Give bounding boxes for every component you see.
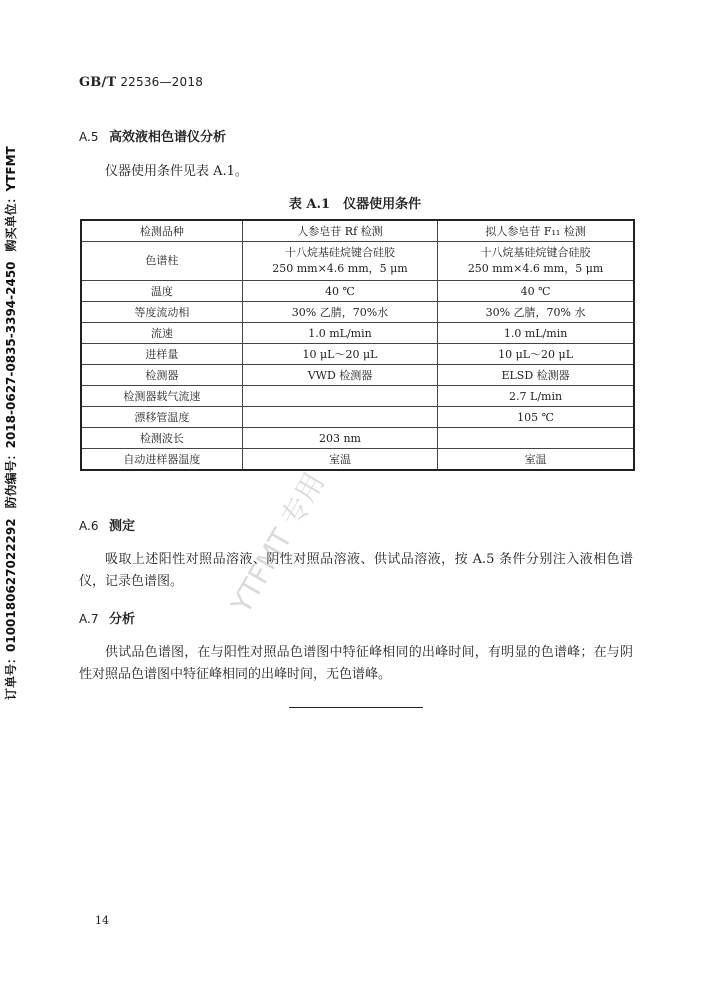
row-label: 检测波长 [81,428,242,449]
table-cell: ELSD 检测器 [438,365,634,386]
row-label: 等度流动相 [81,302,242,323]
row-label: 漂移管温度 [81,407,242,428]
table-row [81,242,634,281]
row-label: 流速 [81,323,242,344]
buyer-unit: 购买单位：YTFMT [4,146,18,252]
table-cell [242,407,437,428]
section-a5-text: 仪器使用条件见表 A.1。 [105,164,248,179]
section-a5-heading [79,126,226,145]
conditions-table [80,219,635,471]
row-label: 检测器载气流速 [81,386,242,407]
section-a7-text: 供试品色谱图，在与阳性对照品色谱图中特征峰相同的出峰时间，有明显的色谱峰；在与阴性对照品色谱图中特征峰相同的出峰时间，无色谱峰。 [79,645,633,682]
end-rule [289,707,423,708]
table-header-row [81,220,634,242]
section-a7-heading [79,608,135,627]
table-cell: 1.0 mL/min [438,323,634,344]
order-number: 订单号：0100180627022292 [4,518,18,700]
section-a5-number: A.5 [79,130,99,144]
section-a7-title: 分析 [109,612,136,627]
page-number: 14 [95,914,109,927]
table-row [81,428,634,449]
row-label: 色谱柱 [81,242,242,281]
table-cell: 105 ℃ [438,407,634,428]
cell-line: 十八烷基硅烷键合硅胶 [480,246,591,259]
table-row [81,281,634,302]
header-cell: 拟人参皂苷 F₁₁ 检测 [438,220,634,242]
table-cell [242,386,437,407]
anti-fake-number: 防伪编号：2018-0627-0835-3394-2450 [4,261,18,509]
cell-line: 250 mm×4.6 mm，5 μm [272,262,408,275]
standard-number: 22536—2018 [120,75,204,89]
table-cell: 203 nm [242,428,437,449]
section-a5-title: 高效液相色谱仪分析 [109,130,227,145]
table-row [81,302,634,323]
standard-prefix: GB/T [79,75,117,90]
table-caption: 表 A.1 仪器使用条件 [288,197,422,212]
table-cell: 室温 [242,449,437,471]
section-a7-number: A.7 [79,612,99,626]
table-cell: 30% 乙腈，70%水 [242,302,437,323]
table-row [81,323,634,344]
table-cell: 40 ℃ [438,281,634,302]
row-label: 温度 [81,281,242,302]
section-a6-heading [79,515,135,534]
table-cell: 室温 [438,449,634,471]
watermark: YTFMT 专用 [224,466,332,619]
table-cell: 10 μL～20 μL [438,344,634,365]
standard-id [79,75,203,90]
table-cell [438,428,634,449]
table-cell: VWD 检测器 [242,365,437,386]
table-cell [242,242,437,281]
table-row [81,407,634,428]
row-label: 自动进样器温度 [81,449,242,471]
table-cell [438,242,634,281]
section-a6-title: 测定 [109,519,136,534]
table-cell: 30% 乙腈，70% 水 [438,302,634,323]
cell-line: 250 mm×4.6 mm，5 μm [467,262,604,275]
cell-line: 十八烷基硅烷键合硅胶 [284,246,395,259]
header-cell: 检测品种 [81,220,242,242]
section-a6-number: A.6 [79,519,99,533]
table-cell: 40 ℃ [242,281,437,302]
header-cell: 人参皂苷 Rf 检测 [242,220,437,242]
row-label: 进样量 [81,344,242,365]
section-a6-text: 吸取上述阳性对照品溶液、阴性对照品溶液、供试品溶液，按 A.5 条件分别注入液相色谱仪，记录色谱图。 [79,552,633,589]
table-cell: 2.7 L/min [438,386,634,407]
table-row [81,386,634,407]
table-row [81,449,634,471]
side-stamp [2,136,19,700]
table-row [81,365,634,386]
row-label: 检测器 [81,365,242,386]
table-cell: 1.0 mL/min [242,323,437,344]
table-cell: 10 μL～20 μL [242,344,437,365]
table-row [81,344,634,365]
